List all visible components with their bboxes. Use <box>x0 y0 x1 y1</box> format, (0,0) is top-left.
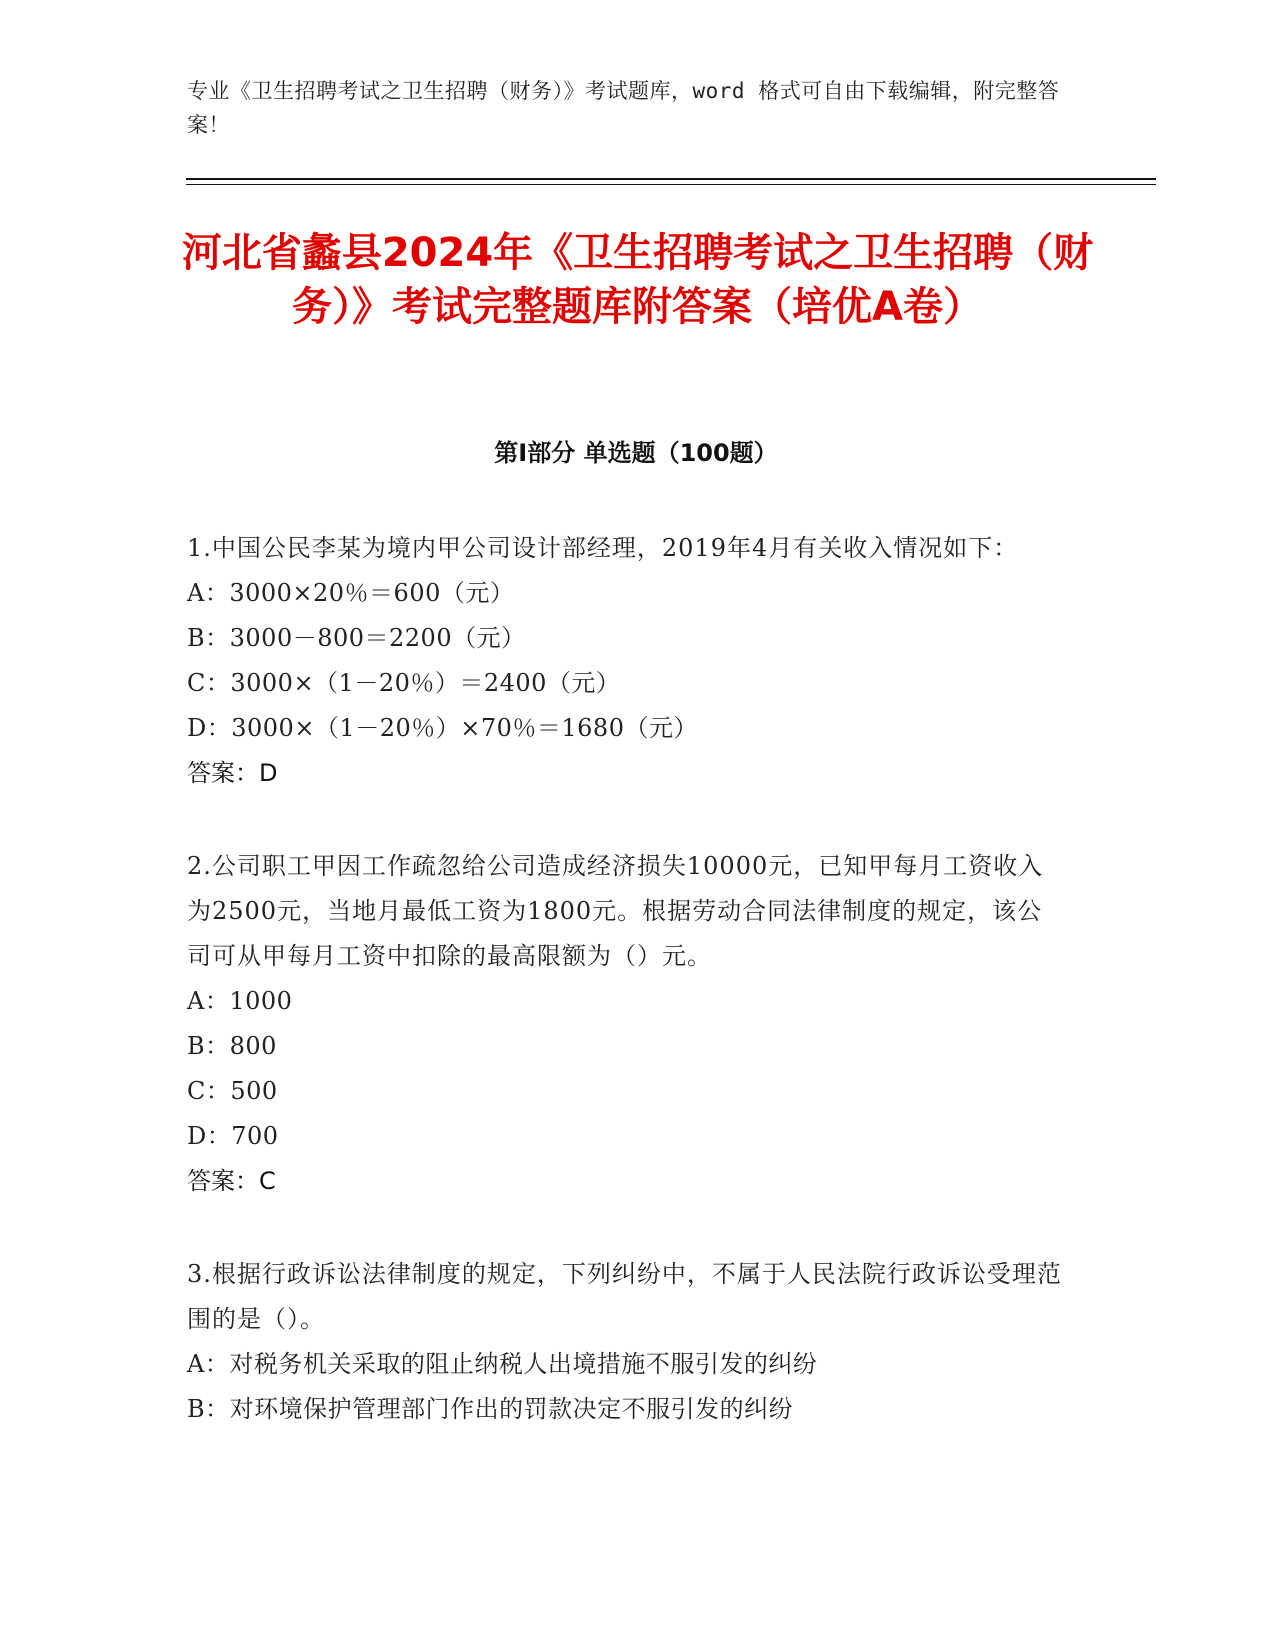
answer-text: 答案：D <box>187 759 278 787</box>
option-d: D：3000×（1－20％）×70％＝1680（元） <box>187 714 698 742</box>
question-stem: 1.中国公民李某为境内甲公司设计部经理，2019年4月有关收入情况如下： <box>187 534 1019 562</box>
document-title: 河北省蠡县2024年《卫生招聘考试之卫生招聘（财务）》考试完整题库附答案（培优A卷） <box>181 230 1094 330</box>
option-b: B：对环境保护管理部门作出的罚款决定不服引发的纠纷 <box>187 1395 794 1423</box>
option-a: A：对税务机关采取的阻止纳税人出境措施不服引发的纠纷 <box>187 1350 818 1378</box>
section-title: 第Ⅰ部分 单选题（100题） <box>494 439 778 467</box>
header-note: 专业《卫生招聘考试之卫生招聘（财务）》考试题库，word 格式可自由下载编辑，附完整答案！ <box>187 79 1060 137</box>
question-list <box>187 526 1067 1480</box>
option-a: A：1000 <box>187 987 293 1015</box>
question-3 <box>187 1252 1067 1432</box>
header-rule-thick <box>186 178 1156 180</box>
answer-text: 答案：C <box>187 1167 276 1195</box>
option-c: C：500 <box>187 1077 278 1105</box>
question-stem: 3.根据行政诉讼法律制度的规定，下列纠纷中，不属于人民法院行政诉讼受理范围的是（）。 <box>187 1260 1062 1333</box>
question-1 <box>187 526 1067 796</box>
option-b: B：800 <box>187 1032 277 1060</box>
option-c: C：3000×（1－20％）＝2400（元） <box>187 669 621 697</box>
question-stem: 2.公司职工甲因工作疏忽给公司造成经济损失10000元，已知甲每月工资收入为2500元，当地月最低工资为1800元。根据劳动合同法律制度的规定，该公司可从甲每月工资中扣除的最高限额为（）元。 <box>187 852 1044 970</box>
header-rule-thin <box>186 184 1156 185</box>
question-2 <box>187 844 1067 1204</box>
option-b: B：3000－800＝2200（元） <box>187 624 526 652</box>
option-a: A：3000×20％＝600（元） <box>187 579 515 607</box>
option-d: D：700 <box>187 1122 279 1150</box>
